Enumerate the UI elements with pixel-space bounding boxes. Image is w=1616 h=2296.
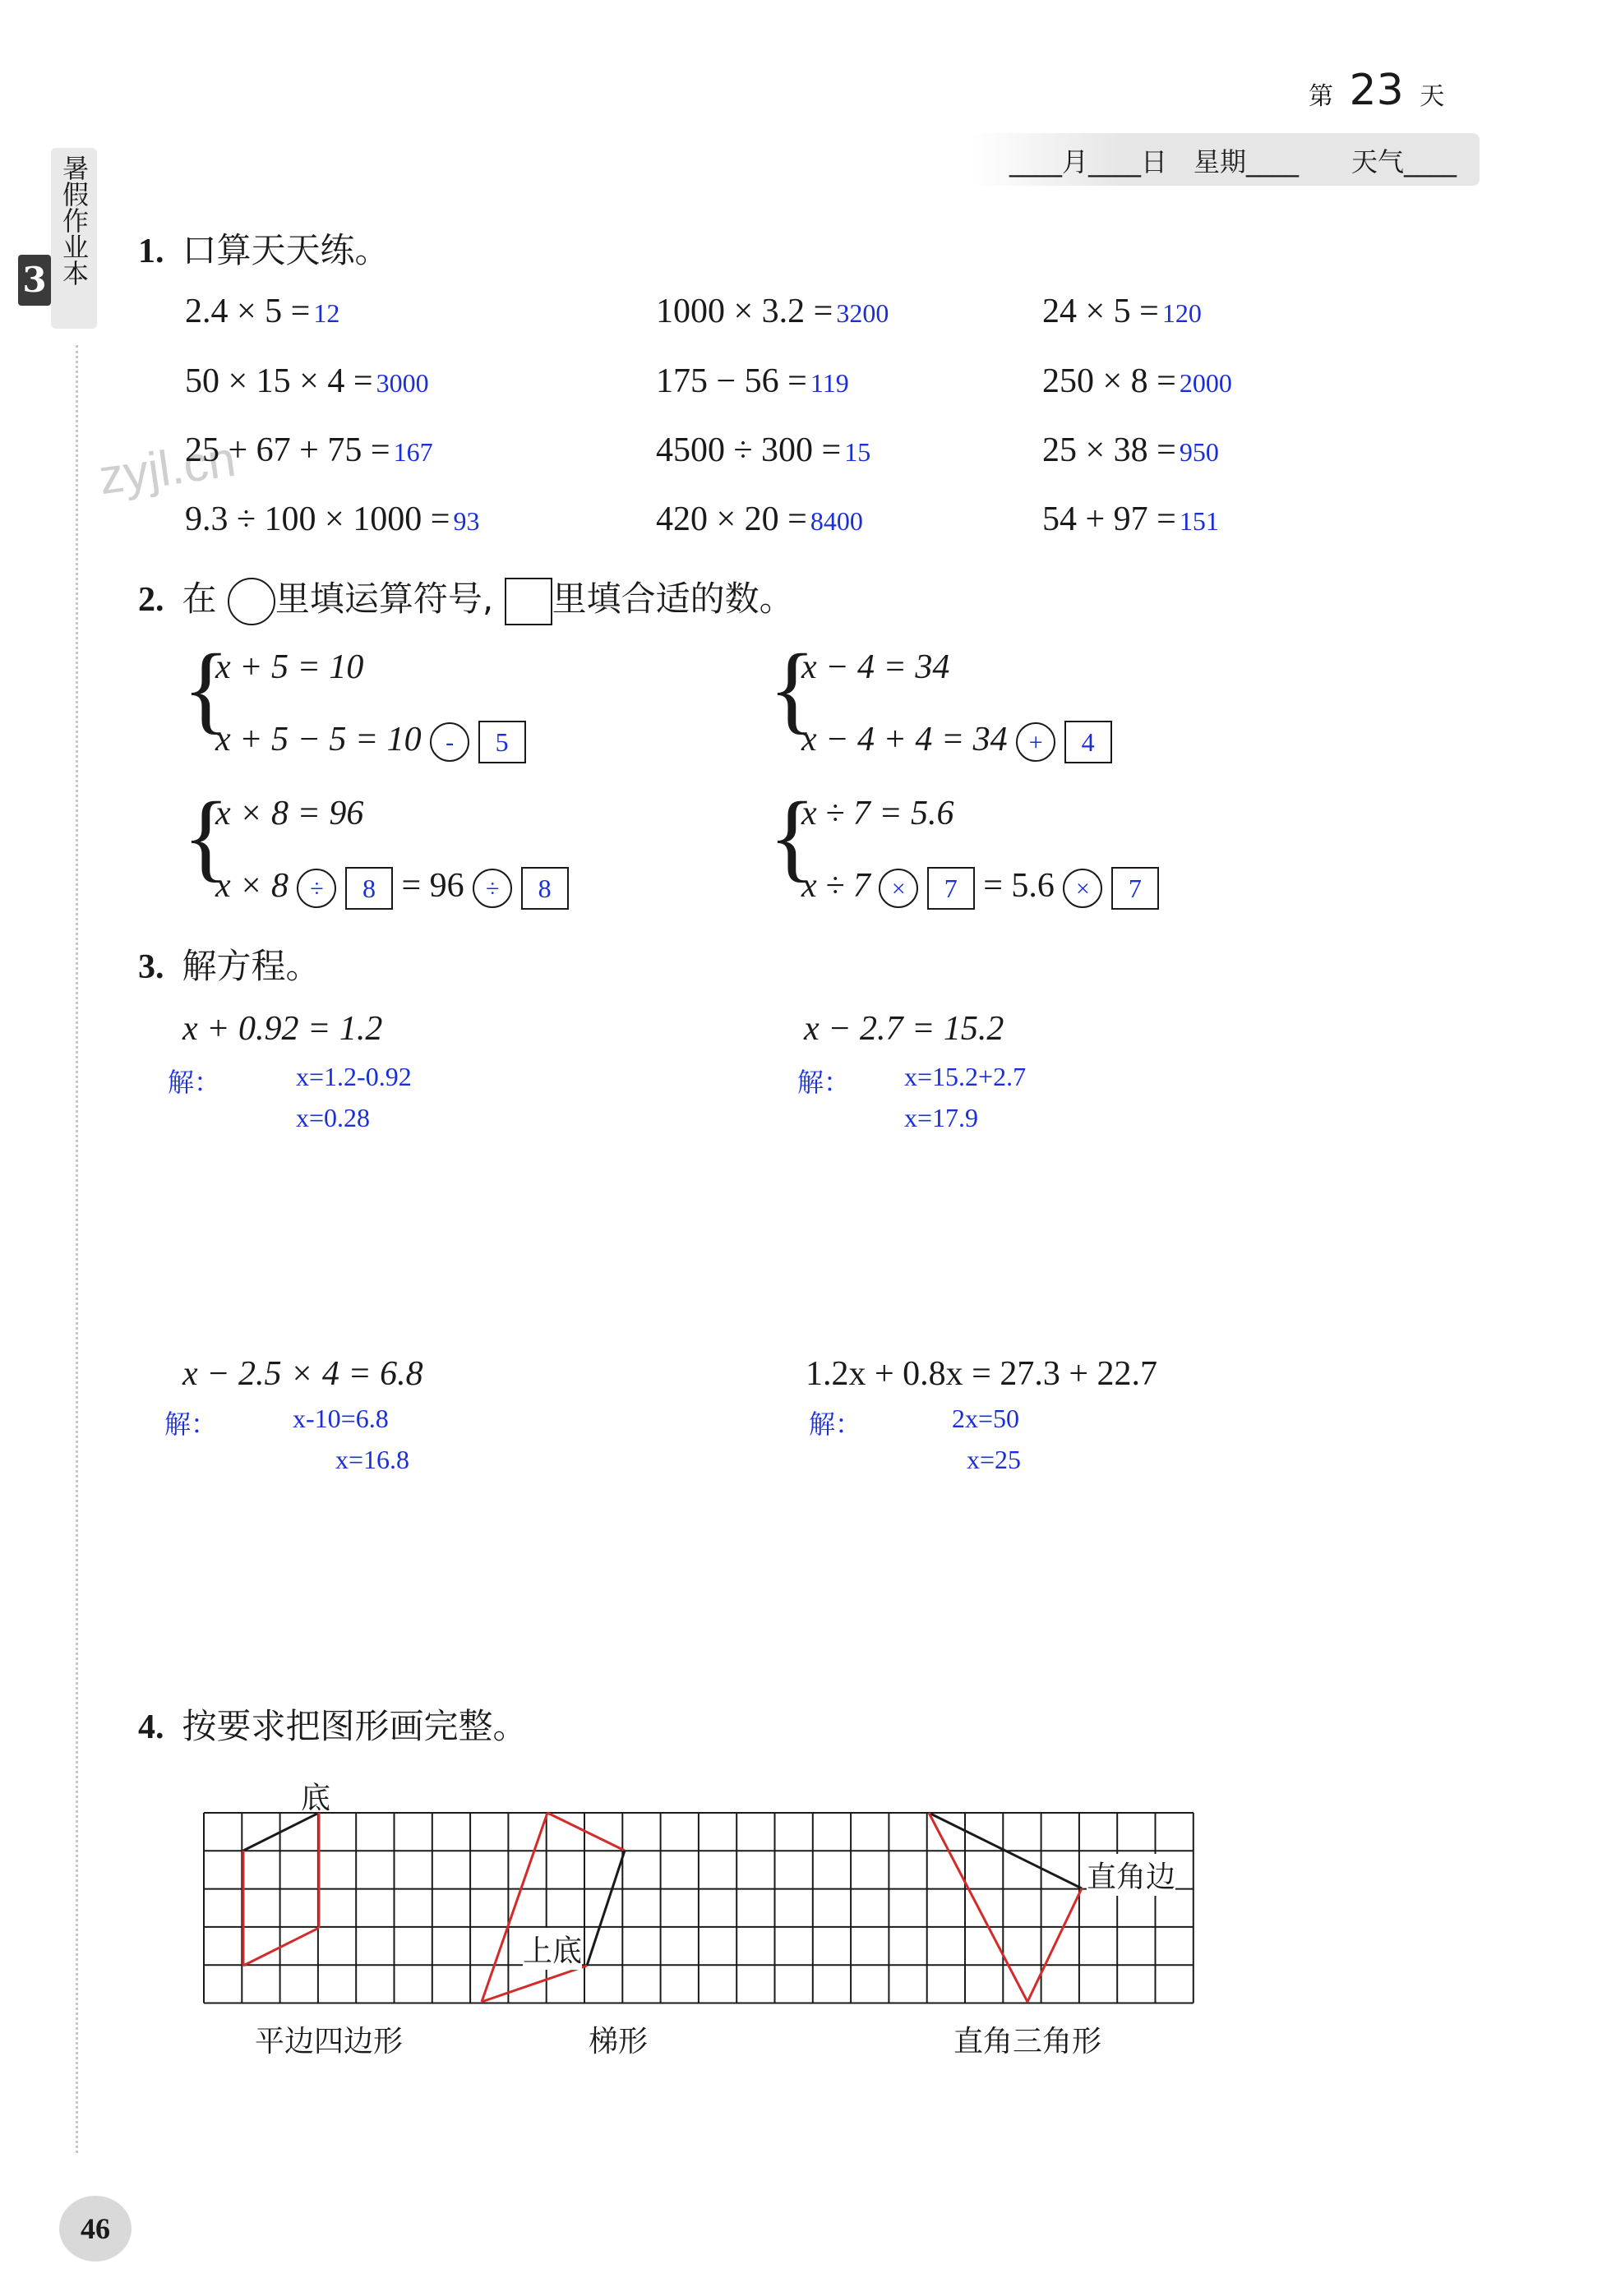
eq-line: x ÷ 7 = 5.6 [801, 795, 954, 832]
right-triangle-figure [929, 1813, 1082, 2002]
q1-item: 250 × 8 = 2000 [1042, 362, 1232, 400]
drawn-base-line [243, 1928, 319, 1966]
q1-item: 24 × 5 = 120 [1042, 293, 1202, 330]
number-box[interactable]: 8 [521, 867, 569, 910]
given-base-line [243, 1813, 319, 1851]
caption-parallelogram: 平边四边形 [255, 2025, 404, 2059]
day-label: 第 23 天 [1309, 66, 1445, 115]
brace: { [769, 781, 816, 891]
eq-line: x − 4 = 34 [801, 648, 950, 686]
solve-label: 解： [797, 1067, 851, 1098]
solution-step: x=0.28 [296, 1103, 371, 1132]
solution-step: x=25 [967, 1445, 1022, 1474]
equation: x − 2.7 = 15.2 [804, 1010, 1004, 1048]
side-title: 暑假作业本 [58, 154, 90, 286]
solution-step: x=1.2-0.92 [296, 1062, 412, 1091]
number-box[interactable]: 7 [927, 867, 975, 910]
solution-step: x=16.8 [335, 1445, 410, 1474]
watermark: zyjl.cn [95, 431, 239, 505]
drawn-leg-line [482, 1813, 547, 2002]
eq-line: x × 8 = 96 [215, 795, 364, 832]
solve-label: 解： [809, 1408, 862, 1440]
trapezoid-figure [482, 1813, 625, 2002]
label-zhijiaobian: 直角边 [1087, 1854, 1175, 1896]
q1-title: 1. 口算天天练。 [138, 230, 390, 270]
drawn-side-line [1027, 1888, 1082, 2002]
equation: x + 0.92 = 1.2 [182, 1010, 383, 1048]
q1-item: 420 × 20 = 8400 [656, 500, 863, 538]
q3-title: 3. 解方程。 [138, 946, 321, 986]
q1-item: 175 − 56 = 119 [656, 362, 849, 400]
number-box[interactable]: 5 [478, 721, 526, 763]
eq-line: x − 4 + 4 = 34 + 4 [801, 720, 1112, 763]
solve-label: 解： [168, 1067, 221, 1098]
drawn-bottom-line [482, 1966, 587, 2002]
equation: 1.2x + 0.8x = 27.3 + 22.7 [806, 1355, 1158, 1393]
solution-step: x=15.2+2.7 [904, 1062, 1027, 1091]
label-shangdi: 上底 [523, 1928, 582, 1970]
eq-line: x + 5 = 10 [215, 648, 364, 686]
drawn-side-line [929, 1813, 1027, 2002]
grade-badge: 3 [18, 255, 51, 306]
eq-line: x × 8 ÷ 8 = 96 ÷ 8 [215, 866, 569, 910]
q1-item: 25 + 67 + 75 = 167 [185, 431, 433, 469]
equation: x − 2.5 × 4 = 6.8 [182, 1355, 423, 1393]
given-leg-line [587, 1851, 625, 1966]
grid-lines [204, 1813, 1194, 2003]
brace: { [182, 781, 230, 891]
drawn-top-line [547, 1813, 625, 1851]
operator-circle[interactable]: × [879, 869, 918, 908]
eq-line: x + 5 − 5 = 10 - 5 [215, 720, 526, 763]
eq-line: x ÷ 7 × 7 = 5.6 × 7 [801, 866, 1159, 910]
caption-right-triangle: 直角三角形 [953, 2025, 1102, 2059]
q1-item: 1000 × 3.2 = 3200 [656, 293, 889, 330]
solution-step: x=17.9 [904, 1103, 979, 1132]
solution-step: 2x=50 [952, 1404, 1020, 1433]
solve-label: 解： [164, 1408, 218, 1440]
q2-title: 2. 在 里填运算符号, 里填合适的数。 [138, 572, 794, 625]
operator-circle[interactable]: - [430, 722, 469, 762]
number-box[interactable]: 8 [345, 867, 393, 910]
number-box[interactable]: 4 [1064, 721, 1112, 763]
q1-item: 9.3 ÷ 100 × 1000 = 93 [185, 500, 480, 538]
solution-step: x-10=6.8 [293, 1404, 389, 1433]
q1-item: 54 + 97 = 151 [1042, 500, 1219, 538]
operator-circle[interactable]: × [1063, 869, 1102, 908]
brace: { [182, 634, 230, 743]
label-di: 底 [301, 1782, 331, 1815]
q1-item: 50 × 15 × 4 = 3000 [185, 362, 429, 400]
q1-item: 25 × 38 = 950 [1042, 431, 1219, 469]
brace: { [769, 634, 816, 743]
date-line: ____月____日 星期____ 天气____ [1009, 146, 1457, 178]
page-number-badge: 46 [59, 2196, 132, 2261]
operator-circle[interactable]: ÷ [473, 869, 512, 908]
caption-trapezoid: 梯形 [589, 2025, 649, 2059]
number-box[interactable]: 7 [1111, 867, 1159, 910]
q1-item: 4500 ÷ 300 = 15 [656, 431, 871, 469]
day-number: 23 [1349, 66, 1404, 115]
operator-circle[interactable]: ÷ [297, 869, 336, 908]
q1-item: 2.4 × 5 = 12 [185, 293, 340, 330]
operator-circle[interactable]: + [1016, 722, 1055, 762]
q4-title: 4. 按要求把图形画完整。 [138, 1706, 528, 1746]
